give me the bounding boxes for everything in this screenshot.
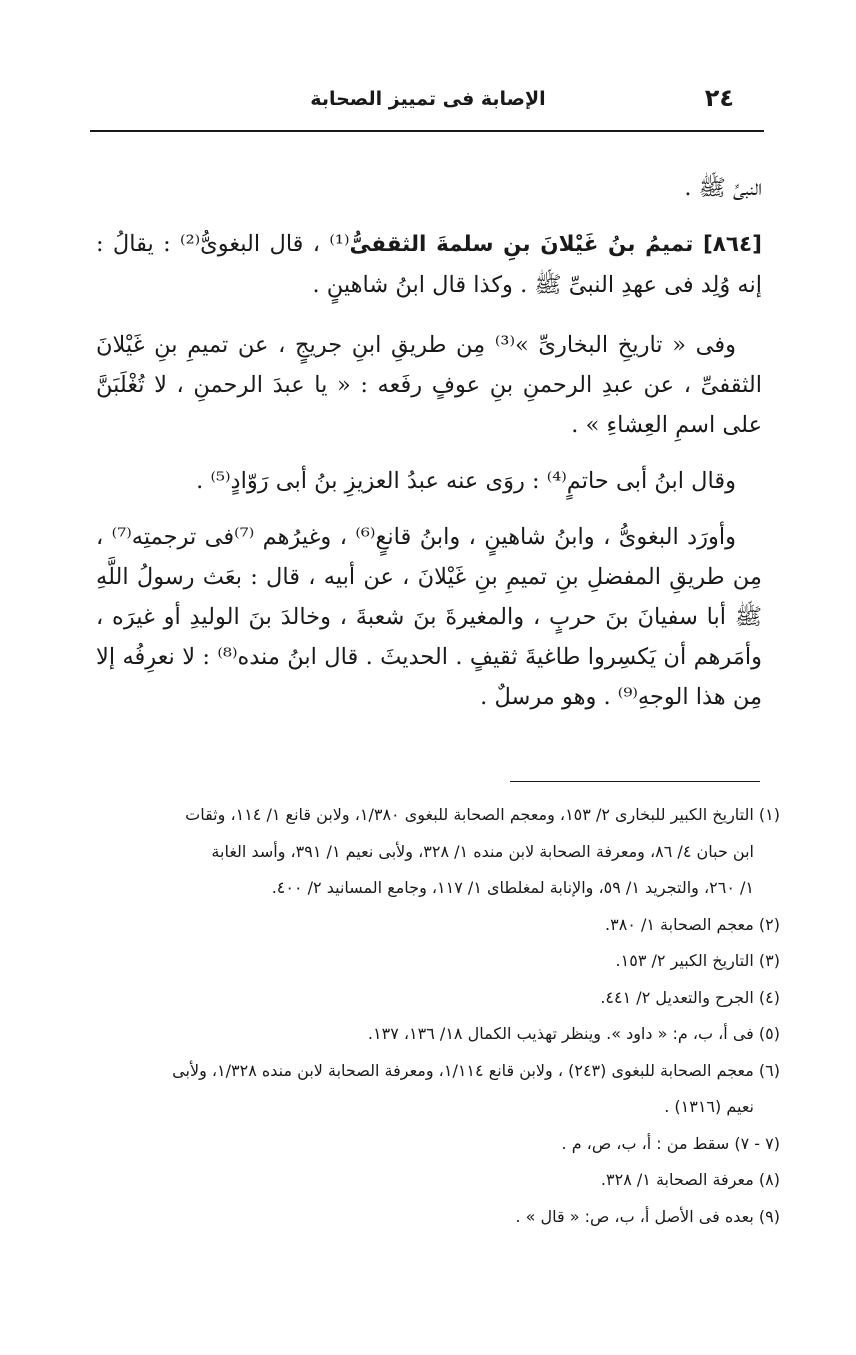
footnote-line: ابن حبان ٤/ ٨٦، ومعرفة الصحابة لابن منده ١/ ٣٢٨، ولأبى نعيم ١/ ٣٩١، وأسد الغابة: [211, 841, 754, 861]
main-text: [96, 168, 762, 737]
entry-text: ⁽¹⁾ ، قال البغوىُّ⁽²⁾ : يقالُ : إنه وُلِد فى عهدِ النبىِّ ﷺ . وكذا قال ابنُ شاهينٍ .: [96, 231, 762, 298]
footnote-line: (٥) فى أ، ب، م: « داود ». وينظر تهذيب الكمال ١٨/ ١٣٦، ١٣٧.: [367, 1024, 780, 1043]
footnote-line: (٢) معجم الصحابة ١/ ٣٨٠.: [605, 914, 780, 934]
footnote-line: (٣) التاريخ الكبير ٢/ ١٥٣.: [615, 951, 780, 970]
footnote-line: (٨) معرفة الصحابة ١/ ٣٢٨.: [600, 1170, 780, 1189]
header-rule: [90, 130, 764, 132]
footnote-separator: [510, 781, 760, 782]
footnotes: [96, 797, 780, 1235]
footnote-line: (٩) بعده فى الأصل أ، ب، ص: « قال » .: [515, 1206, 780, 1226]
running-title: الإصابة فى تمييز الصحابة: [310, 88, 546, 110]
footnote-line: (٦) معجم الصحابة للبغوى (٢٤٣) ، ولابن قانع ١/١١٤، ومعرفة الصحابة لابن منده ١/٣٢٨، ولأبى: [172, 1060, 780, 1080]
footnote-line: (١) التاريخ الكبير للبخارى ٢/ ١٥٣، ومعجم الصحابة للبغوى ١/٣٨٠، ولابن قانع ١/ ١١٤، وثقات: [185, 805, 780, 824]
entry-heading: [٨٦٤] تميمُ بنُ غَيْلانَ بنِ سلمةَ الثقفىُّ: [349, 232, 762, 257]
entry-paragraph: [96, 224, 762, 305]
footnote-line: (٧ - ٧) سقط من : أ، ب، ص، م .: [561, 1133, 780, 1153]
page-number: ٢٤: [704, 84, 734, 112]
paragraph-continuation: النبىِّ ﷺ .: [684, 175, 762, 201]
paragraph-abi-hatim: وقال ابنُ أبى حاتمٍ⁽⁴⁾ : روَى عنه عبدُ العزيزِ بنُ أبى رَوّادٍ⁽⁵⁾ .: [196, 468, 736, 494]
paragraph-baghawi: وأورَد البغوىُّ ، وابنُ شاهينٍ ، وابنُ قانعٍ⁽⁶⁾ ، وغيرُهم ⁽⁷⁾فى ترجمتِه⁽⁷⁾ ، مِن طريقِ المفضلِ بنِ تميمِ بنِ غَيْلانَ ، عن أبيه ، قال : بعَث رسولُ اللَّهِ ﷺ أبا سفيانَ بنَ حربٍ ، والمغيرةَ بنَ شعبةَ ، وخالدَ بنَ الوليدِ أو غيرَه ، وأمَرهم أن يَكسِروا طاغيةَ ثقيفٍ . الحديثَ . قال ابنُ منده⁽⁸⁾ : لا نعرِفُه إلا مِن هذا الوجهِ⁽⁹⁾ . وهو مرسلٌ .: [96, 524, 762, 710]
page-header: [92, 82, 764, 122]
footnote-line: ١/ ٢٦٠، والتجريد ١/ ٥٩، والإنابة لمغلطاى ١/ ١١٧، وجامع المسانيد ٢/ ٤٠٠.: [271, 878, 754, 897]
paragraph-bukhari: وفى « تاريخِ البخارىِّ »⁽³⁾ مِن طريقِ ابنِ جريجٍ ، عن تميمِ بنِ غَيْلانَ الثقفىِّ ، عن عبدِ الرحمنِ بنِ عوفٍ رفَعه : « يا عبدَ الرحمنِ ، لا تُغْلَبَنَّ على اسمِ العِشاءِ » .: [96, 332, 762, 438]
footnote-line: (٤) الجرح والتعديل ٢/ ٤٤١.: [600, 987, 780, 1007]
footnote-line: نعيم (١٣١٦) .: [664, 1097, 754, 1116]
